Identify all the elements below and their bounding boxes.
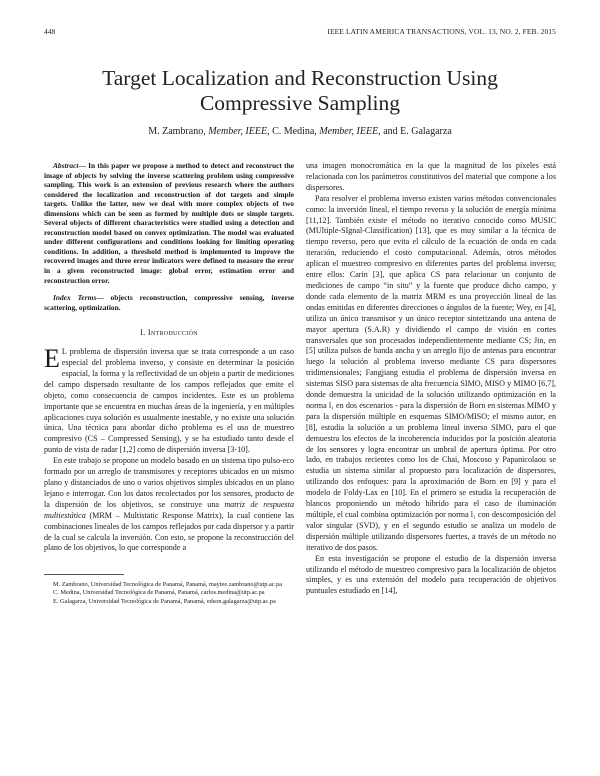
abstract-text: — In this paper we propose a method to detect and reconstruct the image of objects by solving the inverse scattering problem using compressive sampling. This work is an extension of previous research where the authors considered the localization and reconstruction of dot targets and simple targets. Unlike the latter, now we deal with more complex objects of two dimensions which can be seen as formed by multiple dots or simple targets. Several objects of different characteristics were studied using a detection and reconstruction model based on convex optimization. The model was evaluated under different configurations and conditions looking for limiting operating conditions. In addition, a threshold method is implemented to improve the recovered images and three error indicators were defined to measure the error in a given reconstructed image: global error, estimation error and reconstruction error. <box>44 161 294 285</box>
author-1-role: Member, IEEE <box>208 126 268 137</box>
intro-paragraph-1-text: L problema de dispersión inversa que se trata corresponde a un caso especial del problema inverso, y consiste en determinar la posición espacial, la forma y la reflectividad de un objeto a partir de mediciones del campo dispersado resultante de los campos reflejados que emite el objeto, como consecuencia de campos incidentes. Este es un problema importante que se encuentra en muchas áreas de la ingeniería, y en múltiples aplicaciones cuya solución es usualmente inestable, y no existe una solución única. Una técnica para abordar dicho problema es el uso de muestreo compresivo (CS – Compressed Sensing), y se ha estudiado tanto desde el punto de vista de radar [1,2] como de dispersión inversa [3-10]. <box>44 347 294 455</box>
right-paragraph-3: En esta investigación se propone el estudio de la dispersión inversa utilizando el método de muestreo compresivo para la localización de objetos simples, y es una extensión del modelo para recuperación de objetivos puntuales estudiado en [14], <box>306 553 556 596</box>
intro-paragraph-2 <box>44 456 294 554</box>
index-terms-label: Index Terms <box>53 293 97 303</box>
left-column <box>44 161 294 606</box>
intro-paragraph-2-text-a: En este trabajo se propone un modelo basado en un sistema tipo pulso-eco formado por un arreglo de transmisores y receptores ubicados en un mismo plano y distanciados de uno o varios objetivos simples ubicados en un plano lejano e interrogar. Con los datos recolectados por los sensores, producto de la dispersión de los objetivos, se construye una <box>44 456 294 509</box>
author-1: M. Zambrano, <box>148 126 206 137</box>
section-title: Introducción <box>147 328 198 338</box>
intro-paragraph-2-italic: matriz de respuesta multiestática <box>44 499 294 520</box>
paper-title <box>44 66 556 116</box>
author-2: , C. Medina, <box>267 126 317 137</box>
footnote-2: C. Medina, Universidad Tecnológica de Panamá, Panamá, carlos.medina@utp.ac.pa <box>53 589 265 597</box>
abstract-label: Abstract <box>53 161 79 170</box>
author-2-role: Member, IEEE <box>319 126 379 137</box>
intro-paragraph-2-text-b: (MRM – Multistatic Response Matrix), la cual contiene las combinaciones lineales de los campos reflejados por cada dispersor y a partir de la cual se calcula la inversión. Con esto, se propone la reconstrucción del plano de los objetivos, lo que corresponde a <box>44 510 294 553</box>
right-column <box>306 161 556 597</box>
journal-header: IEEE LATIN AMERICA TRANSACTIONS, VOL. 13, NO. 2, FEB. 2015 <box>327 27 556 36</box>
author-list <box>44 126 556 137</box>
intro-paragraph-1 <box>44 344 294 456</box>
right-paragraph-1: una imagen monocromática en la que la magnitud de los píxeles está relacionada con los parámetros constitutivos del material que compone a los dispersores. <box>306 161 556 192</box>
footnote-divider <box>44 574 124 575</box>
drop-cap: E <box>44 344 60 374</box>
author-3: , and E. Galagarza <box>378 126 452 137</box>
author-footnotes <box>44 581 294 605</box>
title-line-2: Compressive Sampling <box>199 91 401 115</box>
right-paragraph-2: Para resolver el problema inverso existen varios métodos convencionales como: la inversión lineal, el tiempo reverso y la solución de energía mínima [11,12]. También existe el método no iterativo conocido como MUSIC (MUltiple-SIgnal-Classification) [13], que es muy similar a la técnica de tiempo reverso, pero que evita el cálculo de la ecuación de onda en cada iteración, reduciendo el costo computacional. Además, otros métodos aplican el muestreo compresivo en diferentes partes del problema inverso; entre ellos: Carin [3], que aplica CS para relacionar un conjunto de mediciones de campo “in situ” y la fuente que produce dicho campo, y donde cada elemento de la matriz MRM es una proyección lineal de las ondas emitidas en diferentes direcciones o ángulos de la fuente; Wey, en [4], utiliza un único transmisor y un único receptor sintetizando una antena de mayor apertura (S.A.R) y dividiendo el campo de visión en cortes transversales que son procesados independientemente mediante CS; Jin, en [5] utiliza pulsos de banda ancha y un arreglo fijo de antenas para encontrar luego la solución al problema inverso mediante CS para dispersores tridimensionales; Fangjiang estudia el problema de dispersión inversa en sistemas SISO para sistemas de alta frecuencia SIMO, MISO y MIMO [6,7], donde demuestra la unicidad de la solución utilizando optimización en la norma l₁ en dos escenarios - para la dispersión de Born en sistemas MIMO y para la dispersión múltiple en esquemas SIMO/MISO; el mismo autor, en [8], estudia la solución a un problema lineal inverso SIMO, para el que demuestra los efectos de la incoherencia inducidos por la posición aleatoria de los sensores y logra encontrar un umbral de apertura óptima. Por otro lado, en trabajos recientes como los de Chai, Moscoso y Papanicolaou se estudia un sistema similar al propuesto para localización de dispersores, utilizando dos enfoques: para la aproximación de Born en [9] y para el modelo de Foldy-Lax en [10]. En el primero se estudia la recuperación de blancos proponiendo un método híbrido para el caso de iluminación múltiple, el cual combina optimización por norma l₁ con descomposición del valor singular (SVD), y en el segundo estudio se analiza un modelo de dispersión múltiple utilizando dispersores fuertes, a través de un método no iterativo de dos pasos. <box>306 193 556 552</box>
footnote-3: E. Galagarza, Universidad Tecnológica de Panamá, Panamá, edson.galagarza@utp.ac.pa <box>53 597 276 605</box>
title-line-1: Target Localization and Reconstruction Using <box>102 66 498 90</box>
footnote-1: M. Zambrano, Universidad Tecnológica de Panamá, Panamá, maytee.zambrano@utp.ac.pa <box>53 581 283 589</box>
page-number: 448 <box>44 27 56 36</box>
section-heading <box>44 328 294 339</box>
section-numeral: I. <box>140 328 146 338</box>
abstract <box>44 161 294 285</box>
index-terms <box>44 293 294 312</box>
index-terms-text: — objects reconstruction, compressive sensing, inverse scattering, optimization. <box>44 293 295 312</box>
